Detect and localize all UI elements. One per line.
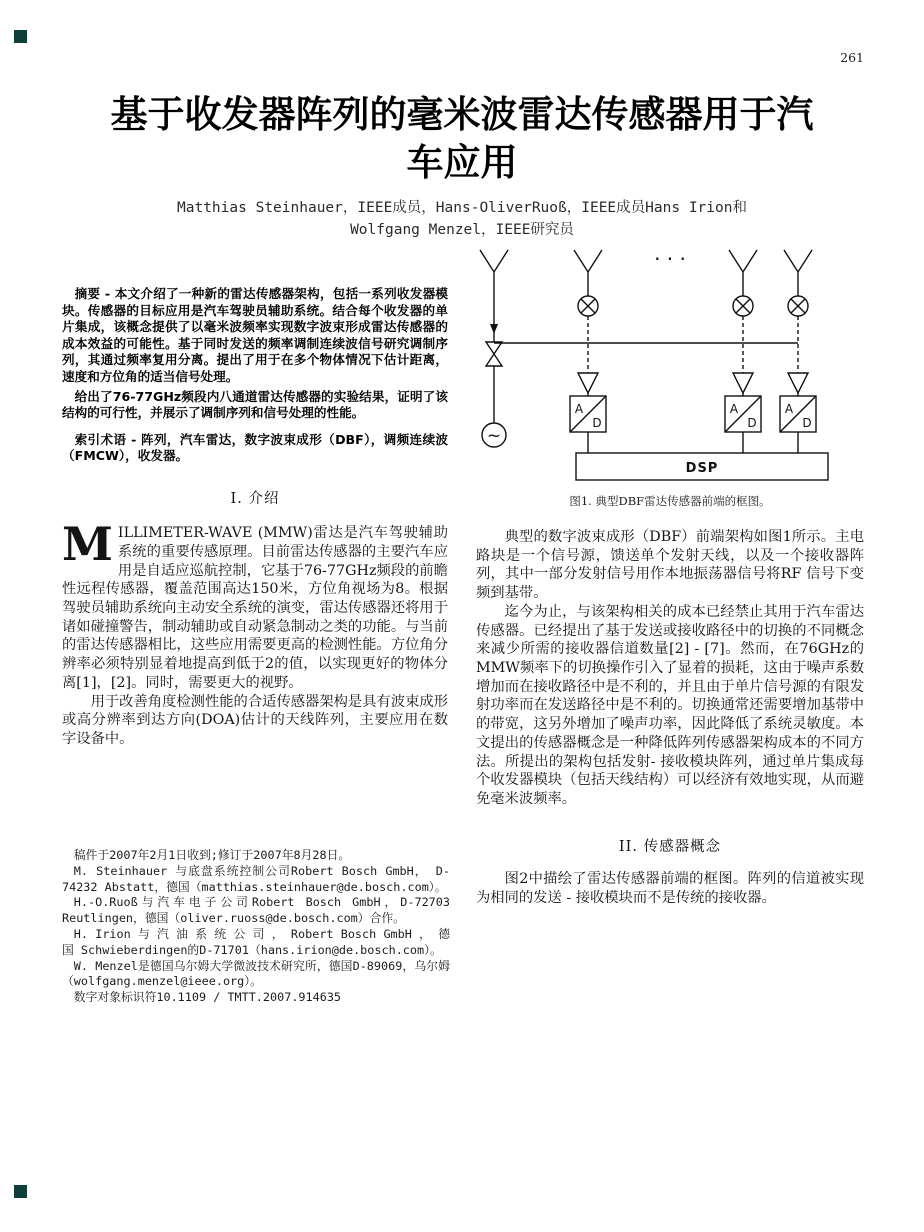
figure1-block bbox=[476, 246, 864, 509]
left-column bbox=[62, 286, 448, 749]
ellipsis-label: · · · bbox=[654, 247, 686, 271]
right-paragraph-2: 迄今为止，与该架构相关的成本已经禁止其用于汽车雷达传感器。已经提出了基于发送或接收路径中的切换的不同概念来减少所需的接收器信道数量[2] - [7]。然而，在76GHz的MMW频率下的切换操作引入了显着的损耗，这由于噪声系数增加而在接收路径中是不利的，并且由于单片信号源的有限发射功率而在发送路径中是不利的。切换通常还需要增加基带中的带宽，这另外增加了噪声功率，因此降低了系统灵敏度。本文提出的传感器概念是一种降低阵列传感器架构成本的不同方法。所提出的架构包括发射- 接收模块阵列，通过单片集成每个收发器模块（包括天线结构）可以经济有效地实现，从而避免毫米波频率。 bbox=[476, 603, 864, 808]
footnote-doi: 数字对象标识符10.1109 / TMTT.2007.914635 bbox=[73, 990, 342, 1005]
rx-antenna-icon bbox=[784, 250, 812, 272]
footnote-affiliation-menzel: W. Menzel是德国乌尔姆大学微波技术研究所，德国D-89069，乌尔姆（wolfgang.menzel@ieee.org）。 bbox=[62, 958, 450, 989]
amplifier-icon bbox=[733, 373, 753, 393]
abstract-results-paragraph: 给出了76-77GHz频段内八通道雷达传感器的实验结果，证明了该结构的可行性，并展示了调制序列和信号处理的性能。 bbox=[62, 388, 448, 421]
footnote-affiliation-steinhauer: M. Steinhauer 与底盘系统控制公司Robert Bosch GmbH， D-74232 Abstatt，德国（matthias.steinhauer@de.bosch.com）。 bbox=[62, 863, 450, 894]
figure1-caption: 图1. 典型DBF雷达传感器前端的框图。 bbox=[569, 494, 771, 508]
rx-antenna-icon bbox=[729, 250, 757, 272]
intro-paragraph-2: 用于改善角度检测性能的合适传感器架构是具有波束成形或高分辨率到达方向(DOA)估计的天线阵列，主要应用在数字设备中。 bbox=[62, 693, 449, 747]
adc-d-label: D bbox=[592, 416, 602, 430]
dropcap-letter: M bbox=[62, 517, 113, 572]
adc-a-label: A bbox=[729, 402, 739, 416]
section-heading-sensor-concept: II. 传感器概念 bbox=[618, 838, 722, 855]
right-paragraph-3: 图2中描绘了雷达传感器前端的框图。阵列的信道被实现为相同的发送 - 接收模块而不是传统的接收器。 bbox=[476, 870, 864, 906]
adc-a-label: A bbox=[574, 402, 584, 416]
adc-a-label: A bbox=[784, 402, 794, 416]
right-paragraph-1: 典型的数字波束成形（DBF）前端架构如图1所示。主电路块是一个信号源，馈送单个发射天线，以及一个接收器阵列，其中一部分发射信号用作本地振荡器信号将RF 信号下变频到基带。 bbox=[476, 529, 864, 602]
paper-title-line2: 车应用 bbox=[406, 140, 518, 185]
footnote-block bbox=[62, 848, 450, 1006]
paper-title bbox=[40, 90, 884, 186]
figure1-diagram bbox=[476, 246, 864, 484]
adc-d-label: D bbox=[802, 416, 812, 430]
right-column bbox=[476, 528, 864, 907]
abstract-paragraph: 摘要 - 本文介绍了一种新的雷达传感器架构，包括一系列收发器模块。传感器的目标应用是汽车驾驶员辅助系统。结合每个收发器的单片集成，该概念提供了以毫米波频率实现数字波束形成雷达传感器的成本效益的可能性。基于同时发送的频率调制连续波信号研究调制序列，其通过频率复用分离。提出了用于在多个物体情况下估计距离，速度和方位角的适当信号处理。 bbox=[62, 286, 448, 385]
dsp-label: DSP bbox=[685, 461, 719, 476]
page-number: 261 bbox=[840, 50, 864, 65]
footnote-affiliation-ruoss: H.-O.Ruoß与汽车电子公司Robert Bosch GmbH，D-72703 Reutlingen，德国（oliver.ruoss@de.bosch.com）合作。 bbox=[62, 895, 450, 926]
corner-marker-bottom bbox=[14, 1185, 27, 1198]
authors-line2: Wolfgang Menzel，IEEE研究员 bbox=[350, 222, 574, 239]
intro-paragraph-1 bbox=[62, 517, 449, 692]
footnote-received-dates: 稿件于2007年2月1日收到;修订于2007年8月28日。 bbox=[73, 848, 351, 862]
section-heading-introduction: I. 介绍 bbox=[230, 491, 280, 508]
corner-marker-top bbox=[14, 30, 27, 43]
authors-line1: Matthias Steinhauer，IEEE成员，Hans-OliverRuoß，IEEE成员Hans Irion和 bbox=[177, 200, 747, 216]
index-terms: 索引术语 - 阵列，汽车雷达，数字波束成形（DBF），调频连续波（FMCW），收发器。 bbox=[62, 431, 448, 464]
figure1 bbox=[476, 246, 864, 509]
amplifier-icon bbox=[578, 373, 598, 393]
intro-paragraph-1-text: ILLIMETER-WAVE (MMW)雷达是汽车驾驶辅助系统的重要传感原理。目前雷达传感器的主要汽车应用是自适应巡航控制，它基于76-77GHz频段的前瞻性远程传感器，覆盖范围高达150米，方位角视场为8。根据驾驶员辅助系统向主动安全系统的演变，雷达传感器还将用于诸如碰撞警告，制动辅助或自动紧急制动之类的功能。与当前的雷达传感器相比，这些应用需要更高的检测性能。方位角分辨率必须特别显着地提高到低于2的值，以实现更好的物体分离[1]，[2]。同时，需要更大的视野。 bbox=[62, 525, 449, 691]
footnote-affiliation-irion: H. Irion 与 汽 油 系 统 公 司 ， Robert Bosch GmbH ， 德 国 Schwieberdingen的D-71701（hans.irion@de.bosch.com）。 bbox=[62, 926, 450, 957]
paper-title-line1: 基于收发器阵列的毫米波雷达传感器用于汽 bbox=[110, 92, 814, 136]
adc-d-label: D bbox=[747, 416, 757, 430]
tx-arrow-icon bbox=[490, 324, 498, 334]
signal-source-label: ~ bbox=[486, 426, 502, 446]
authors-block bbox=[60, 197, 864, 242]
rx-antenna-icon bbox=[574, 250, 602, 272]
amplifier-icon bbox=[788, 373, 808, 393]
coupler-icon bbox=[486, 342, 502, 366]
